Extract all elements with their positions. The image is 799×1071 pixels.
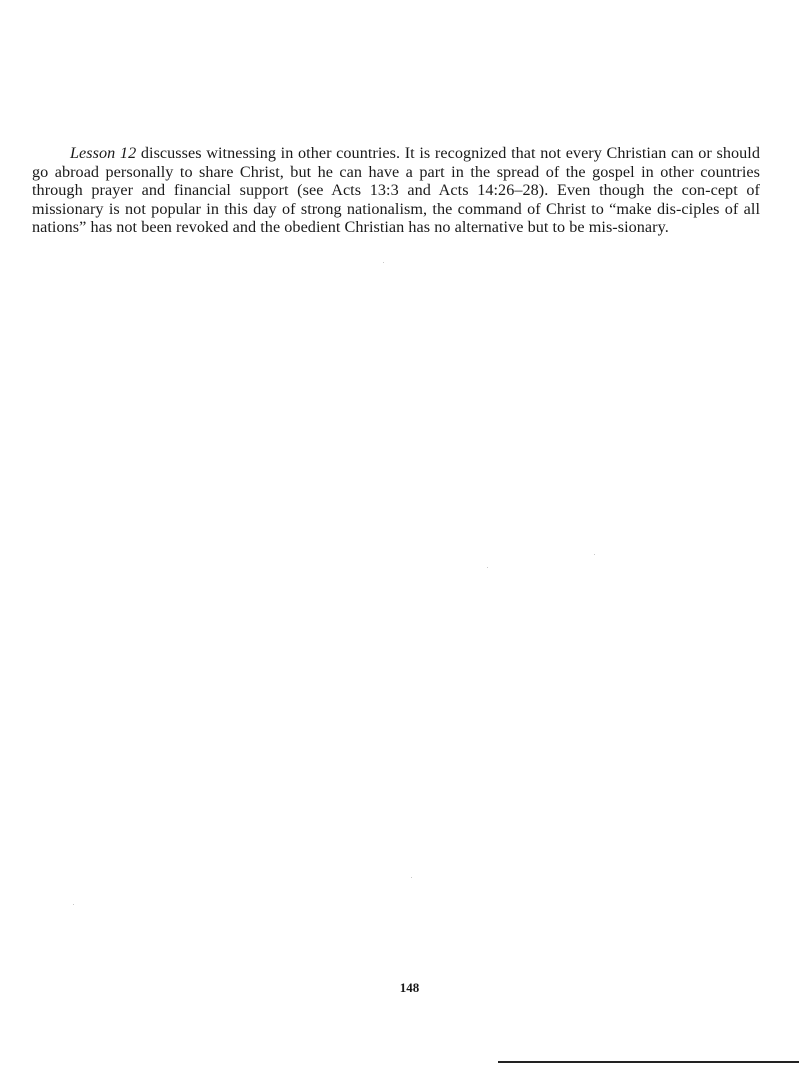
scan-speck <box>594 554 595 555</box>
scan-speck <box>487 567 488 568</box>
body-paragraph <box>32 144 760 237</box>
lesson-reference: Lesson 12 <box>70 144 137 162</box>
page-number: 148 <box>399 980 420 995</box>
bottom-rule <box>498 1061 799 1063</box>
scan-speck <box>73 904 74 905</box>
paragraph-text: discusses witnessing in other countries. It is recognized that not every Christian can or should go abroad personally to share Christ, but he can have a part in the spread of the gospel in other countries through prayer and financial support (see Acts 13:3 and Acts 14:26–28). Even though the con-cept of missionary is not popular in this day of strong nationalism, the command of Christ to “make dis-ciples of all nations” has not been revoked and the obedient Christian has no alternative but to be mis-sionary. <box>32 144 760 237</box>
scan-speck <box>411 877 412 878</box>
scan-speck <box>383 262 384 263</box>
